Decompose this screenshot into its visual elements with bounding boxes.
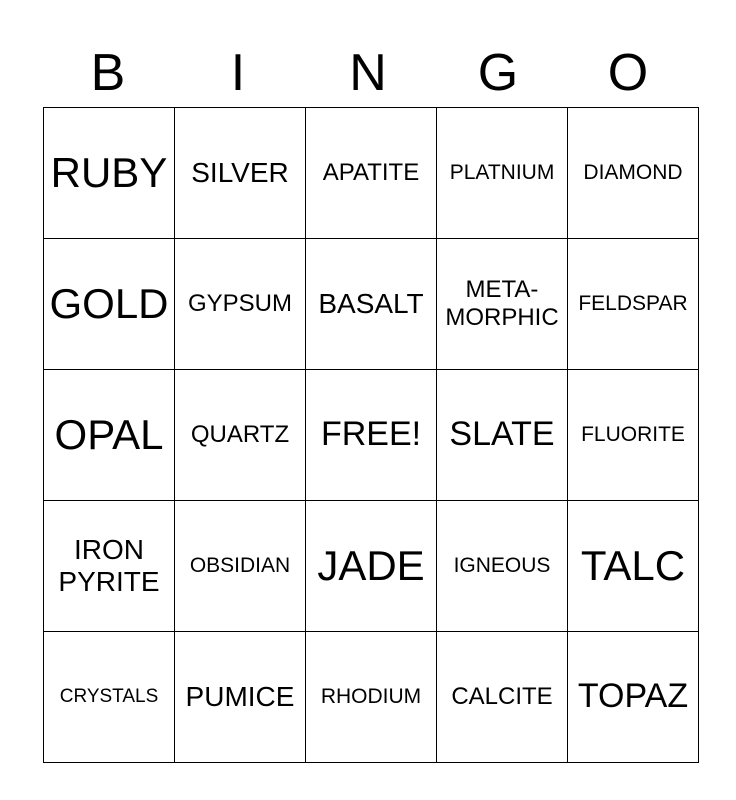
header-letter-o: O	[607, 44, 649, 102]
bingo-cell[interactable]: PLATNIUM	[437, 108, 568, 239]
bingo-row	[44, 632, 699, 763]
bingo-cell-free-space[interactable]: FREE!	[306, 370, 437, 501]
bingo-cell[interactable]: OPAL	[44, 370, 175, 501]
bingo-cell[interactable]: QUARTZ	[175, 370, 306, 501]
bingo-cell[interactable]: DIAMOND	[568, 108, 699, 239]
bingo-cell[interactable]: IGNEOUS	[437, 501, 568, 632]
bingo-header	[43, 38, 693, 108]
bingo-cell[interactable]: CRYSTALS	[44, 632, 175, 763]
bingo-row	[44, 108, 699, 239]
bingo-cell[interactable]: SILVER	[175, 108, 306, 239]
bingo-cell[interactable]: RUBY	[44, 108, 175, 239]
bingo-cell[interactable]: RHODIUM	[306, 632, 437, 763]
bingo-cell[interactable]: SLATE	[437, 370, 568, 501]
bingo-cell[interactable]: TOPAZ	[568, 632, 699, 763]
bingo-cell[interactable]: BASALT	[306, 239, 437, 370]
bingo-cell[interactable]: TALC	[568, 501, 699, 632]
bingo-card-grid	[43, 107, 699, 763]
bingo-cell[interactable]: CALCITE	[437, 632, 568, 763]
bingo-row	[44, 239, 699, 370]
bingo-cell[interactable]: PUMICE	[175, 632, 306, 763]
header-letter-g: G	[477, 44, 519, 102]
bingo-cell[interactable]: JADE	[306, 501, 437, 632]
header-letter-b: B	[90, 44, 126, 102]
header-letter-n: N	[349, 44, 387, 102]
bingo-cell[interactable]: META- MORPHIC	[437, 239, 568, 370]
bingo-cell[interactable]: IRON PYRITE	[44, 501, 175, 632]
bingo-cell[interactable]: GYPSUM	[175, 239, 306, 370]
bingo-cell[interactable]: APATITE	[306, 108, 437, 239]
bingo-cell[interactable]: OBSIDIAN	[175, 501, 306, 632]
bingo-row	[44, 501, 699, 632]
bingo-cell[interactable]: GOLD	[44, 239, 175, 370]
bingo-row	[44, 370, 699, 501]
bingo-cell[interactable]: FLUORITE	[568, 370, 699, 501]
bingo-cell[interactable]: FELDSPAR	[568, 239, 699, 370]
header-letter-i: I	[230, 44, 246, 102]
